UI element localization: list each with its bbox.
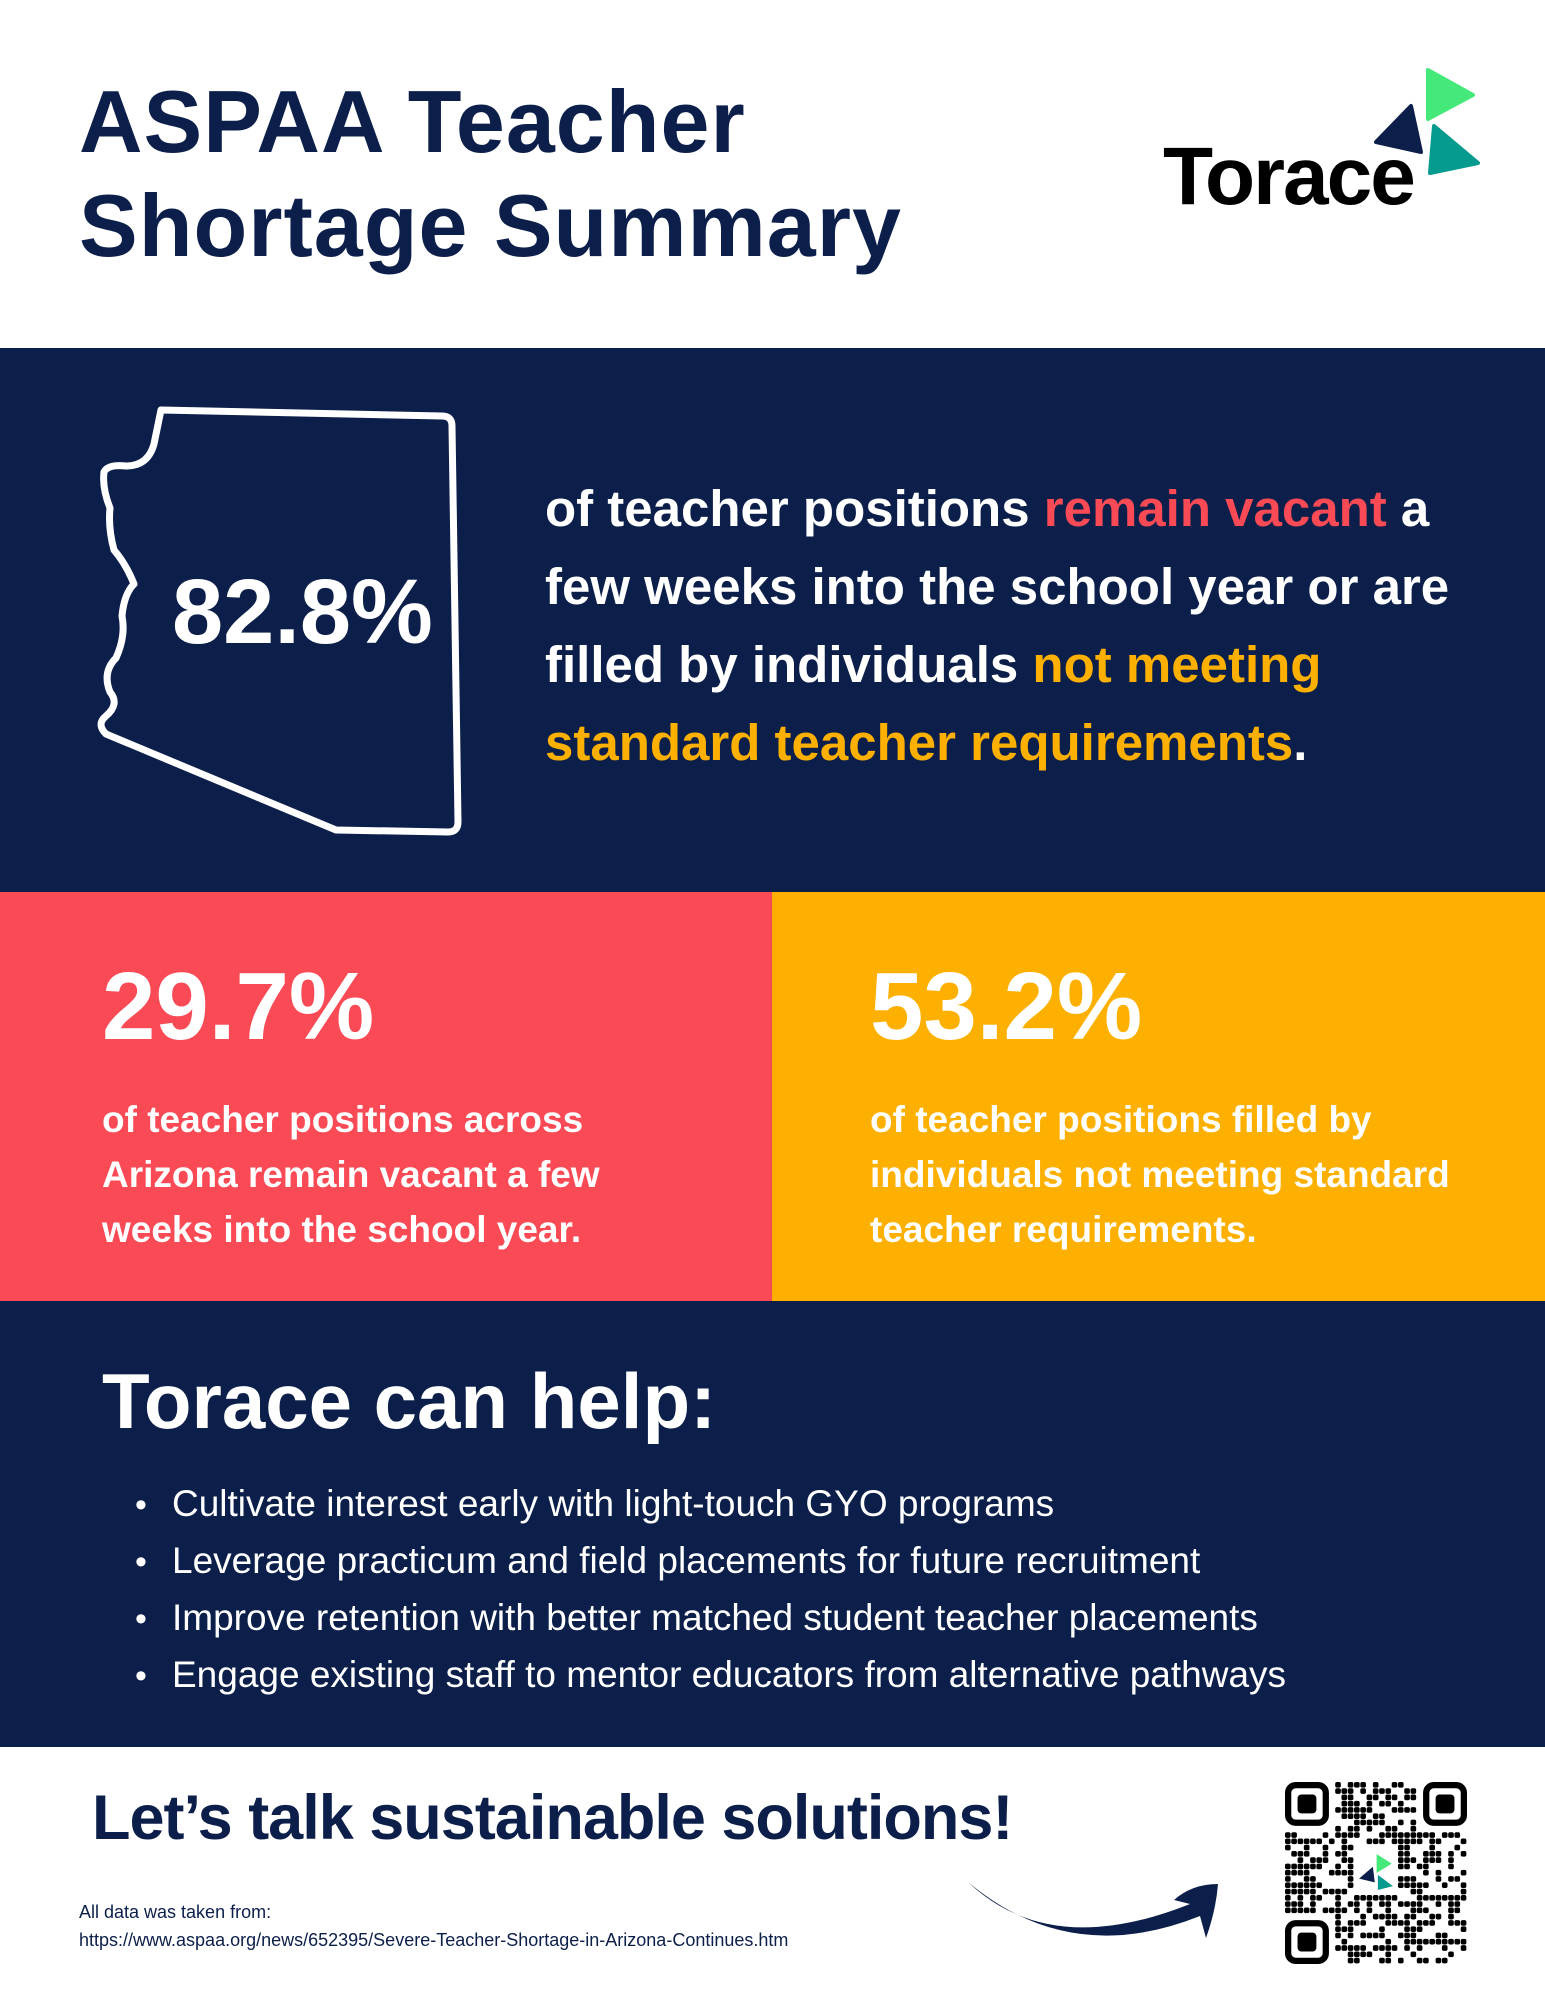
headline-text-part: of teacher positions [545,480,1044,537]
logo-text: Torace [1163,131,1414,222]
title-line-2: Shortage Summary [79,176,902,275]
headline-text-part: a few weeks into the school year or are filled by individuals [545,480,1450,693]
page-title [79,70,902,278]
stat-value: 53.2% [870,953,1143,1060]
title-line-1: ASPAA Teacher [79,72,746,171]
cta-heading: Let’s talk sustainable solutions! [92,1783,1013,1853]
source-label: All data was taken from: [79,1902,272,1922]
headline-stat: 82.8% [172,561,433,663]
help-title: Torace can help: [102,1357,717,1445]
torace-logo [1155,62,1495,222]
list-item: • Engage existing staff to mentor educators from alternative pathways [135,1647,1286,1704]
qr-finder [1426,1785,1464,1823]
list-item: • Leverage practicum and field placements for future recruitment [135,1533,1286,1590]
list-item: • Cultivate interest early with light-touch GYO programs [135,1476,1286,1533]
list-item: • Improve retention with better matched student teacher placements [135,1590,1286,1647]
source-note [79,1898,788,1954]
qr-finder [1288,1785,1326,1823]
stat-description: of teacher positions across Arizona remain vacant a few weeks into the school year. [102,1099,600,1250]
stat-value: 29.7% [102,953,375,1060]
headline-text-part: . [1293,714,1308,771]
stat-card-vacant [0,892,772,1301]
headline-text [545,470,1505,782]
arrow-icon [960,1870,1230,1950]
help-section [0,1301,1545,1747]
help-list [135,1476,1286,1704]
qr-code[interactable] [1285,1782,1467,1964]
qr-logo-icon [1359,1854,1393,1890]
stat-card-unqualified [772,892,1545,1301]
headline-highlight-vacant: remain vacant [1043,480,1387,537]
stat-description: of teacher positions filled by individuals not meeting standard teacher requirements. [870,1099,1450,1250]
headline-highlight-requirements: not meeting standard teacher requirements [545,636,1322,771]
source-link[interactable]: https://www.aspaa.org/news/652395/Severe-Teacher-Shortage-in-Arizona-Continues.htm [79,1930,789,1950]
qr-finder [1288,1923,1326,1961]
